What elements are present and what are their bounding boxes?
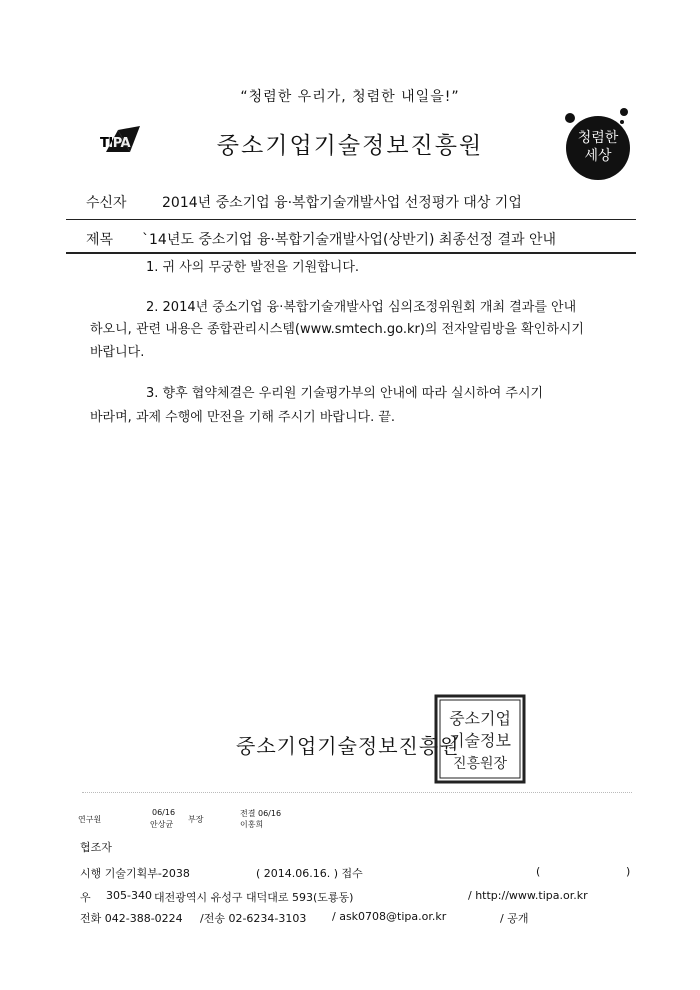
- reception-close: ): [626, 865, 631, 878]
- phone: 전화 042-388-0224: [80, 912, 183, 925]
- campaign-stamp: [560, 102, 632, 190]
- recipient-value: 2014년 중소기업 융·복합기술개발사업 선정평가 대상 기업: [162, 195, 522, 211]
- researcher-date: 06/16: [152, 808, 176, 817]
- recipient-divider: [66, 219, 636, 220]
- fax: /전송 02-6234-3103: [200, 912, 307, 925]
- recipient-label: 수신자: [86, 195, 127, 211]
- address: 대전광역시 유성구 대덕대로 593(도룡동): [154, 891, 354, 904]
- paragraph-3-line-2: 바라며, 과제 수행에 만전을 기해 주시기 바랍니다. 끝.: [90, 410, 396, 425]
- postal-code: 305-340: [106, 889, 152, 902]
- postal-prefix: 우: [80, 891, 91, 904]
- disclosure: / 공개: [500, 912, 529, 925]
- svg-text:기술정보: 기술정보: [449, 731, 511, 750]
- final-approval-label: 전결 06/16: [240, 809, 282, 818]
- org-title: 중소기업기술정보진흥원: [216, 133, 484, 159]
- subject-label: 제목: [86, 232, 114, 248]
- paragraph-2-line-1: 2. 2014년 중소기업 융·복합기술개발사업 심의조정위원회 개최 결과를 안내: [146, 300, 577, 315]
- paragraph-3-line-1: 3. 향후 협약체결은 우리원 기술평가부의 안내에 따라 실시하여 주시기: [146, 386, 544, 401]
- tipa-logo-text: TIPA: [100, 136, 131, 151]
- svg-text:중소기업: 중소기업: [449, 709, 511, 728]
- official-seal: [434, 694, 526, 784]
- researcher-label: 연구원: [78, 815, 102, 824]
- email[interactable]: / ask0708@tipa.or.kr: [332, 910, 447, 923]
- cooperator-label: 협조자: [80, 841, 112, 854]
- enforcement-number: 시행 기술기획부-2038: [80, 867, 190, 880]
- paragraph-2-line-2: 하오니, 관련 내용은 종합관리시스템(www.smtech.go.kr)의 전자알림방을 확인하시기: [90, 322, 584, 337]
- website[interactable]: / http://www.tipa.or.kr: [468, 889, 588, 902]
- researcher-name: 안상균: [150, 820, 174, 829]
- issuer-name: 중소기업기술정보진흥원: [236, 734, 460, 758]
- subject-divider: [66, 252, 636, 254]
- enforcement-date: ( 2014.06.16. ) 접수: [256, 867, 363, 880]
- reception-open: (: [536, 865, 541, 878]
- paragraph-2-line-3: 바랍니다.: [90, 345, 145, 360]
- final-approver-name: 이홍희: [240, 820, 264, 829]
- subject-value: `14년도 중소기업 융·복합기술개발사업(상반기) 최종선정 결과 안내: [142, 232, 557, 248]
- svg-text:청렴한: 청렴한: [577, 130, 619, 146]
- paragraph-1: 1. 귀 사의 무궁한 발전을 기원합니다.: [146, 260, 360, 275]
- svg-text:세상: 세상: [584, 148, 612, 164]
- slogan: “청렴한 우리가, 청렴한 내일을!”: [240, 89, 460, 105]
- manager-label: 부장: [188, 815, 204, 824]
- dotted-divider: [82, 792, 632, 793]
- svg-text:진흥원장: 진흥원장: [452, 756, 508, 772]
